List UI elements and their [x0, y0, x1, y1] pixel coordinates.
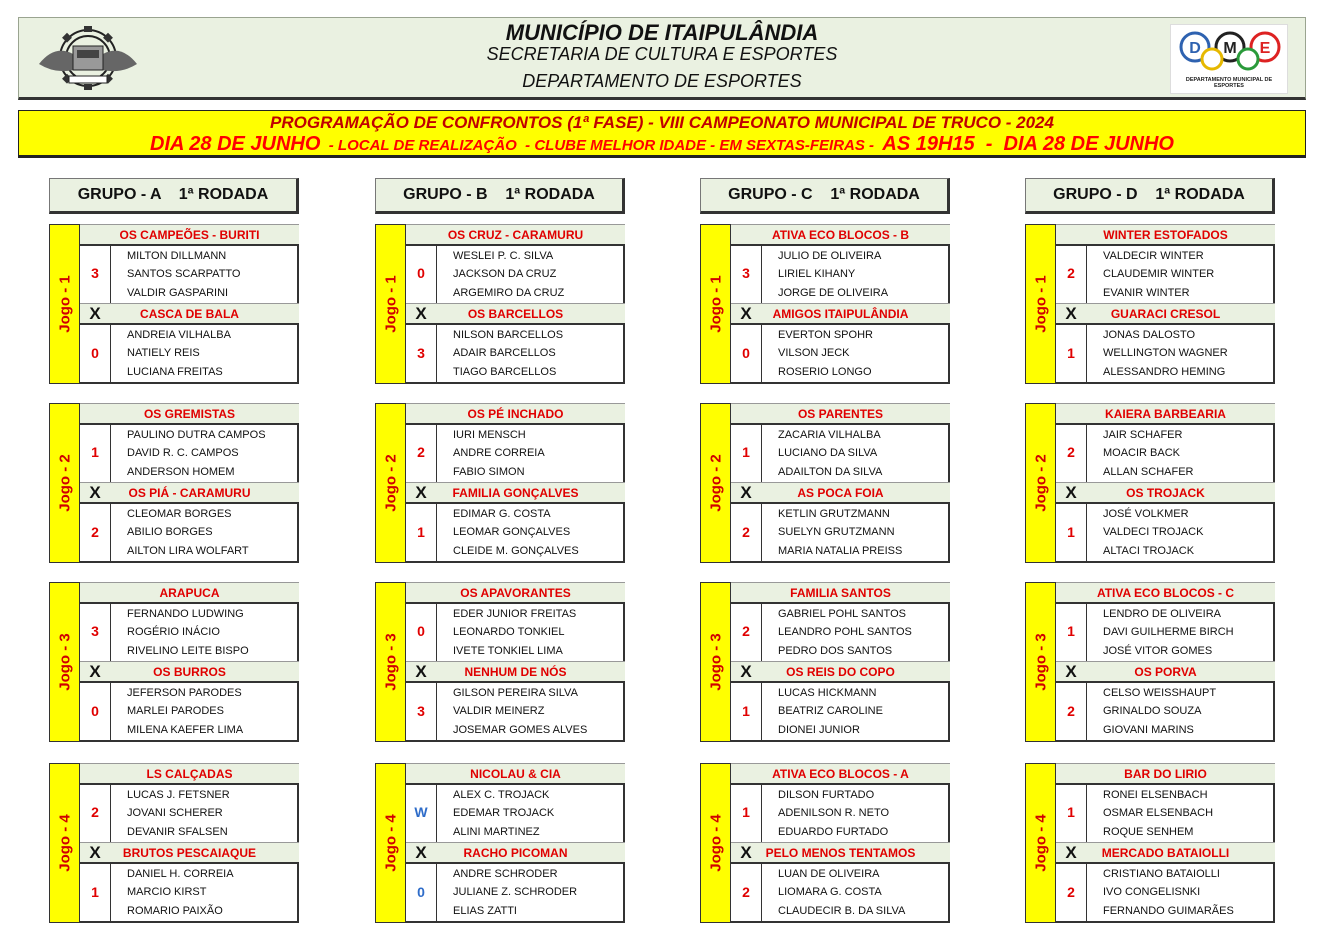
game-label: Jogo - 4 — [1032, 814, 1049, 872]
game-label-box — [375, 763, 406, 923]
versus-mark: X — [740, 483, 752, 502]
player-name: FABIO SIMON — [453, 466, 525, 478]
player-name: JOSÉ VITOR GOMES — [1103, 645, 1213, 657]
game-card — [1025, 582, 1275, 742]
team1-score: 3 — [91, 265, 99, 281]
player-name: ALESSANDRO HEMING — [1103, 366, 1226, 378]
score-column — [406, 582, 436, 742]
team-name: OS BARCELLOS — [406, 303, 625, 325]
team1-score: W — [414, 804, 428, 820]
olympic-rings-icon — [1177, 31, 1283, 71]
team-roster — [436, 683, 625, 740]
score-column — [80, 582, 110, 742]
player-name: VILSON JECK — [778, 347, 850, 359]
player-name: CELSO WEISSHAUPT — [1103, 687, 1217, 699]
player-name: VALDECIR WINTER — [1103, 250, 1204, 262]
team1-score: 1 — [742, 804, 750, 820]
player-name: PEDRO DOS SANTOS — [778, 645, 893, 657]
player-name: GIOVANI MARINS — [1103, 724, 1194, 736]
player-name: JOVANI SCHERER — [127, 807, 223, 819]
team1-score: 3 — [91, 623, 99, 639]
team-name: OS REIS DO COPO — [731, 661, 950, 683]
team-roster — [761, 504, 950, 561]
score-column — [731, 224, 761, 384]
game-card — [700, 403, 950, 563]
player-name: LEONARDO TONKIEL — [453, 626, 565, 638]
player-name: JULIO DE OLIVEIRA — [778, 250, 882, 262]
team-roster — [1086, 604, 1275, 661]
player-name: LIRIEL KIHANY — [778, 268, 856, 280]
team1-score: 2 — [91, 804, 99, 820]
team-roster — [436, 504, 625, 561]
player-name: EVERTON SPOHR — [778, 329, 873, 341]
team2-score: 0 — [742, 345, 750, 361]
player-name: FERNANDO GUIMARÃES — [1103, 905, 1234, 917]
game-label: Jogo - 4 — [56, 814, 73, 872]
team-name: PELO MENOS TENTAMOS — [731, 842, 950, 864]
player-name: JOSÉ VOLKMER — [1103, 508, 1189, 520]
team-name: OS CRUZ - CARAMURU — [406, 224, 625, 246]
team-name: BAR DO LIRIO — [1056, 763, 1275, 785]
player-name: VALDIR GASPARINI — [127, 287, 229, 299]
team-name: CASCA DE BALA — [80, 303, 299, 325]
team1-score: 0 — [417, 623, 425, 639]
game-label-box — [700, 763, 731, 923]
game-label-box — [375, 224, 406, 384]
score-column — [406, 224, 436, 384]
player-name: MILENA KAEFER LIMA — [127, 724, 244, 736]
player-name: VALDIR MEINERZ — [453, 705, 545, 717]
team-roster — [110, 604, 299, 661]
game-card — [375, 403, 625, 563]
player-name: CLAUDEMIR WINTER — [1103, 268, 1215, 280]
team-name: NICOLAU & CIA — [406, 763, 625, 785]
score-column — [80, 224, 110, 384]
team1-score: 1 — [742, 444, 750, 460]
player-name: JOSEMAR GOMES ALVES — [453, 724, 588, 736]
player-name: ADENILSON R. NETO — [778, 807, 890, 819]
game-card — [700, 763, 950, 923]
game-card — [375, 763, 625, 923]
team2-score: 3 — [417, 345, 425, 361]
team-roster — [110, 504, 299, 561]
player-name: LEANDRO POHL SANTOS — [778, 626, 912, 638]
team-roster — [761, 246, 950, 303]
team2-score: 1 — [417, 524, 425, 540]
game-label-box — [700, 582, 731, 742]
versus-mark: X — [415, 304, 427, 323]
team1-score: 2 — [1067, 444, 1075, 460]
player-name: ALEX C. TROJACK — [453, 789, 550, 801]
player-name: JORGE DE OLIVEIRA — [778, 287, 889, 299]
player-name: EVANIR WINTER — [1103, 287, 1190, 299]
versus-mark: X — [740, 662, 752, 681]
game-card — [49, 582, 299, 742]
score-column — [731, 763, 761, 923]
game-label: Jogo - 3 — [56, 633, 73, 691]
versus-mark: X — [415, 843, 427, 862]
team-roster — [1086, 504, 1275, 561]
player-name: MILTON DILLMANN — [127, 250, 227, 262]
player-name: ROGÉRIO INÁCIO — [127, 626, 220, 638]
team2-score: 0 — [91, 703, 99, 719]
group-title: GRUPO - A 1ª RODADA — [49, 178, 299, 214]
game-label-box — [1025, 582, 1056, 742]
logo-caption: DEPARTAMENTO MUNICIPAL DE ESPORTES — [1185, 77, 1273, 89]
game-card — [700, 582, 950, 742]
game-label-box — [1025, 403, 1056, 563]
team-name: RACHO PICOMAN — [406, 842, 625, 864]
team-roster — [1086, 246, 1275, 303]
team-name: KAIERA BARBEARIA — [1056, 403, 1275, 425]
player-name: LUAN DE OLIVEIRA — [778, 868, 880, 880]
player-name: IVO CONGELISNKI — [1103, 886, 1201, 898]
team-name: AMIGOS ITAIPULÂNDIA — [731, 303, 950, 325]
player-name: WESLEI P. C. SILVA — [453, 250, 554, 262]
team-roster — [110, 864, 299, 921]
group-title: GRUPO - D 1ª RODADA — [1025, 178, 1275, 214]
player-name: JACKSON DA CRUZ — [453, 268, 557, 280]
team2-score: 2 — [742, 884, 750, 900]
player-name: DANIEL H. CORREIA — [127, 868, 234, 880]
versus-mark: X — [415, 662, 427, 681]
game-card — [700, 224, 950, 384]
team2-score: 2 — [91, 524, 99, 540]
score-column — [731, 582, 761, 742]
player-name: TIAGO BARCELLOS — [453, 366, 557, 378]
player-name: LUCIANA FREITAS — [127, 366, 223, 378]
player-name: ARGEMIRO DA CRUZ — [453, 287, 565, 299]
banner-date-right: - DIA 28 DE JUNHO — [974, 133, 1174, 155]
player-name: LUCAS J. FETSNER — [127, 789, 230, 801]
group-title: GRUPO - C 1ª RODADA — [700, 178, 950, 214]
player-name: PAULINO DUTRA CAMPOS — [127, 429, 266, 441]
player-name: ROSERIO LONGO — [778, 366, 872, 378]
player-name: ANDRE SCHRODER — [453, 868, 558, 880]
versus-mark: X — [1065, 304, 1077, 323]
game-card — [375, 224, 625, 384]
team-roster — [110, 785, 299, 842]
team-roster — [761, 325, 950, 382]
player-name: ALINI MARTINEZ — [453, 826, 540, 838]
team-roster — [110, 246, 299, 303]
game-card — [1025, 224, 1275, 384]
player-name: LENDRO DE OLIVEIRA — [1103, 608, 1221, 620]
game-label-box — [49, 224, 80, 384]
game-label-box — [700, 403, 731, 563]
player-name: NILSON BARCELLOS — [453, 329, 564, 341]
team-name: OS TROJACK — [1056, 482, 1275, 504]
game-label-box — [375, 403, 406, 563]
team-name: ATIVA ECO BLOCOS - B — [731, 224, 950, 246]
player-name: LUCAS HICKMANN — [778, 687, 877, 699]
team-name: WINTER ESTOFADOS — [1056, 224, 1275, 246]
player-name: JONAS DALOSTO — [1103, 329, 1196, 341]
banner-date-left: DIA 28 DE JUNHO — [150, 133, 321, 155]
team-roster — [110, 325, 299, 382]
versus-mark: X — [740, 304, 752, 323]
team-roster — [1086, 785, 1275, 842]
player-name: DEVANIR SFALSEN — [127, 826, 228, 838]
player-name: DAVID R. C. CAMPOS — [127, 447, 239, 459]
game-label: Jogo - 2 — [56, 454, 73, 512]
player-name: DIONEI JUNIOR — [778, 724, 860, 736]
versus-mark: X — [89, 843, 101, 862]
team-roster — [436, 325, 625, 382]
team2-score: 1 — [91, 884, 99, 900]
score-column — [731, 403, 761, 563]
game-card — [49, 224, 299, 384]
player-name: EDER JUNIOR FREITAS — [453, 608, 577, 620]
game-label: Jogo - 4 — [382, 814, 399, 872]
player-name: CRISTIANO BATAIOLLI — [1103, 868, 1220, 880]
team-name: ATIVA ECO BLOCOS - A — [731, 763, 950, 785]
player-name: WELLINGTON WAGNER — [1103, 347, 1228, 359]
page-subtitle: SECRETARIA DE CULTURA E ESPORTES — [486, 44, 838, 64]
player-name: ELIAS ZATTI — [453, 905, 517, 917]
player-name: GABRIEL POHL SANTOS — [778, 608, 906, 620]
team-roster — [761, 425, 950, 482]
player-name: IVETE TONKIEL LIMA — [453, 645, 563, 657]
versus-mark: X — [1065, 662, 1077, 681]
team-name: OS PORVA — [1056, 661, 1275, 683]
player-name: LEOMAR GONÇALVES — [453, 526, 571, 538]
player-name: JAIR SCHAFER — [1103, 429, 1183, 441]
team-name: BRUTOS PESCAIAQUE — [80, 842, 299, 864]
game-label-box — [49, 763, 80, 923]
player-name: SUELYN GRUTZMANN — [778, 526, 895, 538]
score-column — [406, 763, 436, 923]
versus-mark: X — [740, 843, 752, 862]
game-label-box — [49, 582, 80, 742]
team-name: GUARACI CRESOL — [1056, 303, 1275, 325]
player-name: CLAUDECIR B. DA SILVA — [778, 905, 906, 917]
team-name: OS PARENTES — [731, 403, 950, 425]
player-name: MARLEI PARODES — [127, 705, 224, 717]
team-roster — [761, 864, 950, 921]
player-name: ANDREIA VILHALBA — [127, 329, 231, 341]
player-name: ZACARIA VILHALBA — [778, 429, 881, 441]
player-name: RIVELINO LEITE BISPO — [127, 645, 249, 657]
team2-score: 2 — [742, 524, 750, 540]
team2-score: 0 — [417, 884, 425, 900]
game-label: Jogo - 4 — [707, 814, 724, 872]
game-label: Jogo - 2 — [1032, 454, 1049, 512]
score-column — [406, 403, 436, 563]
schedule-banner — [18, 110, 1306, 158]
versus-mark: X — [1065, 483, 1077, 502]
team-roster — [1086, 864, 1275, 921]
banner-details — [19, 133, 1305, 156]
player-name: GILSON PEREIRA SILVA — [453, 687, 578, 699]
team-name: FAMILIA SANTOS — [731, 582, 950, 604]
player-name: KETLIN GRUTZMANN — [778, 508, 890, 520]
team-name: OS GREMISTAS — [80, 403, 299, 425]
player-name: JEFERSON PARODES — [127, 687, 242, 699]
team-name: OS PÉ INCHADO — [406, 403, 625, 425]
versus-mark: X — [89, 304, 101, 323]
team-roster — [436, 425, 625, 482]
score-column — [1056, 763, 1086, 923]
score-column — [80, 403, 110, 563]
team-roster — [436, 785, 625, 842]
game-label: Jogo - 1 — [1032, 275, 1049, 333]
group-title: GRUPO - B 1ª RODADA — [375, 178, 625, 214]
game-label: Jogo - 1 — [56, 275, 73, 333]
team-roster — [761, 683, 950, 740]
player-name: ABILIO BORGES — [127, 526, 213, 538]
player-name: ROQUE SENHEM — [1103, 826, 1194, 838]
score-column — [1056, 224, 1086, 384]
banner-title: PROGRAMAÇÃO DE CONFRONTOS (1ª FASE) - VIII CAMPEONATO MUNICIPAL DE TRUCO - 2024 — [270, 113, 1054, 132]
player-name: NATIELY REIS — [127, 347, 200, 359]
team-roster — [110, 425, 299, 482]
team-name: ATIVA ECO BLOCOS - C — [1056, 582, 1275, 604]
team2-score: 0 — [91, 345, 99, 361]
player-name: IURI MENSCH — [453, 429, 526, 441]
player-name: ADAILTON DA SILVA — [778, 466, 883, 478]
score-column — [1056, 582, 1086, 742]
team1-score: 2 — [1067, 265, 1075, 281]
team2-score: 2 — [1067, 884, 1075, 900]
team1-score: 1 — [1067, 623, 1075, 639]
player-name: ALLAN SCHAFER — [1103, 466, 1194, 478]
player-name: EDEMAR TROJACK — [453, 807, 555, 819]
game-label: Jogo - 2 — [382, 454, 399, 512]
team-name: OS PIÁ - CARAMURU — [80, 482, 299, 504]
score-column — [80, 763, 110, 923]
team-name: FAMILIA GONÇALVES — [406, 482, 625, 504]
team-roster — [1086, 325, 1275, 382]
team2-score: 1 — [1067, 524, 1075, 540]
banner-time: AS 19H15 — [882, 133, 975, 155]
team-name: OS APAVORANTES — [406, 582, 625, 604]
player-name: ANDRE CORREIA — [453, 447, 545, 459]
player-name: JULIANE Z. SCHRODER — [453, 886, 578, 898]
team-roster — [761, 604, 950, 661]
game-label-box — [1025, 224, 1056, 384]
game-label-box — [49, 403, 80, 563]
team1-score: 1 — [91, 444, 99, 460]
dme-logo — [1170, 24, 1288, 94]
player-name: ROMARIO PAIXÃO — [127, 905, 223, 917]
team1-score: 3 — [742, 265, 750, 281]
team-roster — [436, 604, 625, 661]
player-name: MOACIR BACK — [1103, 447, 1181, 459]
player-name: ALTACI TROJACK — [1103, 545, 1195, 557]
team-name: LS CALÇADAS — [80, 763, 299, 785]
player-name: BEATRIZ CAROLINE — [778, 705, 883, 717]
team-name: AS POCA FOIA — [731, 482, 950, 504]
team1-score: 2 — [742, 623, 750, 639]
team-roster — [110, 683, 299, 740]
game-card — [1025, 763, 1275, 923]
logo-letter-e: E — [1259, 40, 1271, 57]
game-card — [375, 582, 625, 742]
department-name: DEPARTAMENTO DE ESPORTES — [522, 71, 802, 91]
player-name: EDUARDO FURTADO — [778, 826, 889, 838]
game-label-box — [375, 582, 406, 742]
team-roster — [761, 785, 950, 842]
versus-mark: X — [415, 483, 427, 502]
team-name: OS CAMPEÕES - BURITI — [80, 224, 299, 246]
team-name: ARAPUCA — [80, 582, 299, 604]
team2-score: 3 — [417, 703, 425, 719]
player-name: MARCIO KIRST — [127, 886, 207, 898]
game-label-box — [700, 224, 731, 384]
player-name: SANTOS SCARPATTO — [127, 268, 241, 280]
team-name: OS BURROS — [80, 661, 299, 683]
player-name: AILTON LIRA WOLFART — [127, 545, 249, 557]
game-label: Jogo - 1 — [382, 275, 399, 333]
page-title: MUNICÍPIO DE ITAIPULÂNDIA — [505, 20, 819, 45]
team-roster — [436, 246, 625, 303]
team-roster — [1086, 425, 1275, 482]
player-name: FERNANDO LUDWING — [127, 608, 244, 620]
game-label: Jogo - 1 — [707, 275, 724, 333]
score-column — [1056, 403, 1086, 563]
player-name: DILSON FURTADO — [778, 789, 875, 801]
player-name: MARIA NATALIA PREISS — [778, 545, 903, 557]
versus-mark: X — [1065, 843, 1077, 862]
team2-score: 1 — [742, 703, 750, 719]
team1-score: 0 — [417, 265, 425, 281]
team1-score: 2 — [417, 444, 425, 460]
logo-letter-d: D — [1189, 40, 1201, 57]
player-name: LIOMARA G. COSTA — [778, 886, 882, 898]
header-panel — [18, 17, 1306, 100]
game-label: Jogo - 3 — [382, 633, 399, 691]
game-card — [49, 403, 299, 563]
game-label: Jogo - 2 — [707, 454, 724, 512]
versus-mark: X — [89, 662, 101, 681]
player-name: LUCIANO DA SILVA — [778, 447, 878, 459]
game-label: Jogo - 3 — [1032, 633, 1049, 691]
team-roster — [1086, 683, 1275, 740]
game-label-box — [1025, 763, 1056, 923]
game-card — [49, 763, 299, 923]
logo-letter-m: M — [1223, 40, 1237, 57]
player-name: EDIMAR G. COSTA — [453, 508, 551, 520]
team2-score: 1 — [1067, 345, 1075, 361]
player-name: RONEI ELSENBACH — [1103, 789, 1208, 801]
team1-score: 1 — [1067, 804, 1075, 820]
banner-place: - LOCAL DE REALIZAÇÃO - CLUBE MELHOR IDADE - EM SEXTAS-FEIRAS - — [320, 137, 883, 154]
player-name: ANDERSON HOMEM — [127, 466, 235, 478]
player-name: CLEOMAR BORGES — [127, 508, 232, 520]
game-card — [1025, 403, 1275, 563]
team-name: MERCADO BATAIOLLI — [1056, 842, 1275, 864]
player-name: GRINALDO SOUZA — [1103, 705, 1202, 717]
player-name: DAVI GUILHERME BIRCH — [1103, 626, 1234, 638]
player-name: ADAIR BARCELLOS — [453, 347, 556, 359]
team-roster — [436, 864, 625, 921]
player-name: CLEIDE M. GONÇALVES — [453, 545, 579, 557]
versus-mark: X — [89, 483, 101, 502]
player-name: VALDECI TROJACK — [1103, 526, 1204, 538]
game-label: Jogo - 3 — [707, 633, 724, 691]
team-name: NENHUM DE NÓS — [406, 661, 625, 683]
player-name: OSMAR ELSENBACH — [1103, 807, 1214, 819]
team2-score: 2 — [1067, 703, 1075, 719]
